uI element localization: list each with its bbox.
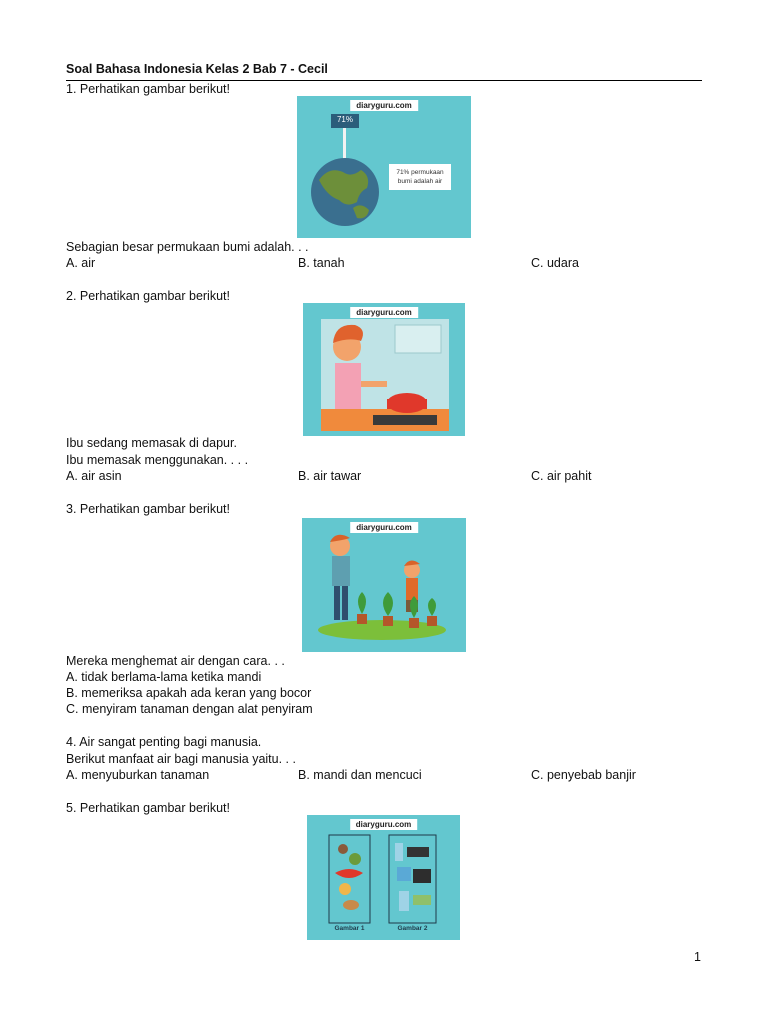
q4-option-c: C. penyebab banjir (531, 768, 636, 782)
q2-option-b: B. air tawar (298, 469, 362, 483)
watering-plants-illustration (302, 518, 466, 652)
q1-prompt: 1. Perhatikan gambar berikut! (66, 82, 230, 96)
q2-watermark: diaryguru.com (350, 307, 418, 318)
q1-option-b: B. tanah (298, 256, 345, 270)
q5-label-2: Gambar 2 (397, 925, 428, 932)
q3-watering-image (302, 518, 466, 652)
q1-option-c: C. udara (531, 256, 579, 270)
q2-option-c: C. air pahit (531, 469, 592, 483)
q2-question-line1: Ibu sedang memasak di dapur. (66, 436, 237, 450)
q3-prompt: 3. Perhatikan gambar berikut! (66, 502, 230, 516)
q1-badge: 71% (336, 115, 353, 124)
mother-cooking-illustration (303, 303, 465, 436)
q1-question: Sebagian besar permukaan bumi adalah. . . (66, 240, 309, 254)
q3-watermark: diaryguru.com (350, 522, 418, 533)
q2-option-a: A. air asin (66, 469, 122, 483)
q5-waste-image (307, 815, 460, 940)
q5-watermark: diaryguru.com (350, 819, 418, 830)
q5-prompt: 5. Perhatikan gambar berikut! (66, 801, 230, 815)
q5-label-1: Gambar 1 (334, 925, 365, 932)
q3-option-a: A. tidak berlama-lama ketika mandi (66, 670, 262, 684)
q1-earth-image (297, 96, 471, 238)
q3-option-b: B. memeriksa apakah ada keran yang bocor (66, 686, 312, 700)
q1-caption-line1: 71% permukaan (396, 169, 444, 176)
q1-caption (389, 168, 451, 186)
document-title: Soal Bahasa Indonesia Kelas 2 Bab 7 - Cecil (66, 62, 702, 81)
page-number: 1 (694, 950, 701, 964)
q4-question-line2: Berikut manfaat air bagi manusia yaitu. . . (66, 752, 296, 766)
waste-sorting-illustration (307, 815, 460, 940)
q1-caption-line2: bumi adalah air (397, 178, 443, 185)
q4-option-b: B. mandi dan mencuci (298, 768, 422, 782)
q2-prompt: 2. Perhatikan gambar berikut! (66, 289, 230, 303)
q2-question-line2: Ibu memasak menggunakan. . . . (66, 453, 249, 467)
q1-watermark: diaryguru.com (350, 100, 418, 111)
q1-option-a: A. air (66, 256, 96, 270)
q4-option-a: A. menyuburkan tanaman (66, 768, 210, 782)
q3-option-c: C. menyiram tanaman dengan alat penyiram (66, 702, 313, 716)
earth-illustration (297, 96, 471, 238)
q4-question-line1: 4. Air sangat penting bagi manusia. (66, 735, 262, 749)
q3-question: Mereka menghemat air dengan cara. . . (66, 654, 285, 668)
q2-cooking-image (303, 303, 465, 436)
